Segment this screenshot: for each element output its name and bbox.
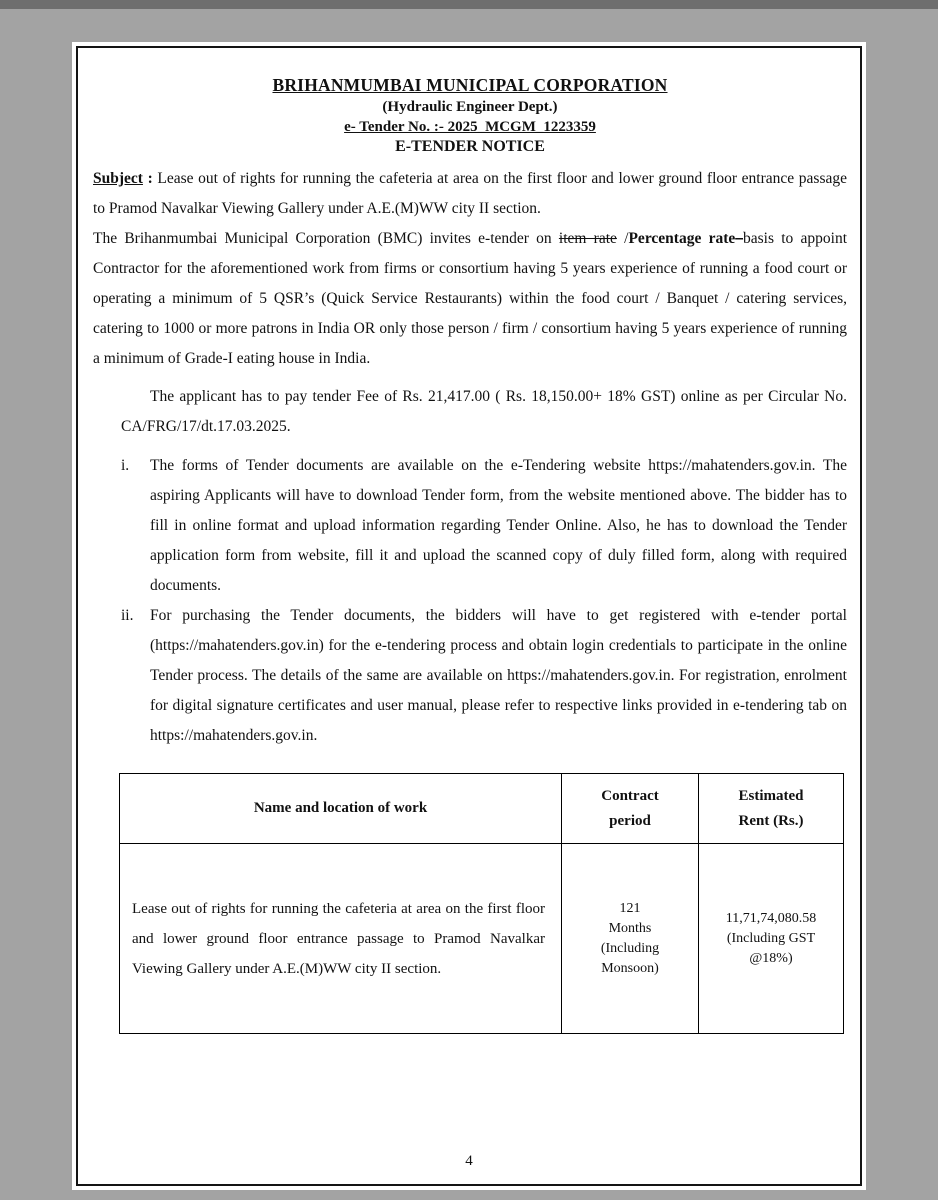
org-title: BRIHANMUMBAI MUNICIPAL CORPORATION <box>272 75 668 95</box>
notice-title: E-TENDER NOTICE <box>395 138 545 155</box>
table-header-row <box>120 774 844 844</box>
intro-strikethrough-dash: – <box>735 230 743 247</box>
intro-paragraph <box>93 224 847 374</box>
fee-paragraph: The applicant has to pay tender Fee of Rs. 21,417.00 ( Rs. 18,150.00+ 18% GST) online as per Circular No. CA/FRG/17/dt.17.03.2025. <box>121 388 847 435</box>
header-contract-period: Contract period <box>562 774 699 844</box>
intro-strikethrough-text: item rate <box>558 230 617 247</box>
tender-list <box>93 451 847 751</box>
subject-text: Lease out of rights for running the cafeteria at area on the first floor and lower ground floor entrance passage to Pramod Navalkar Viewing Gallery under A.E.(M)WW city II section. <box>93 170 847 217</box>
page-number: 4 <box>465 1153 473 1169</box>
subject-colon: : <box>142 170 158 187</box>
header-name-location: Name and location of work <box>120 774 562 844</box>
intro-mid: / <box>616 230 629 247</box>
intro-before: The Brihanmumbai Municipal Corporation (BMC) invites e-tender on <box>93 230 559 247</box>
intro-after: basis to appoint Contractor for the aforementioned work from firms or consortium having 5 years experience of running a food court or operating a minimum of 5 QSR’s (Quick Service Restaurants) within the food court / Banquet / catering services, catering to 1000 or more patrons in India OR only those person / firm / consortium having 5 years experience of running a minimum of Grade-I eating house in India. <box>93 230 848 367</box>
dept-line: (Hydraulic Engineer Dept.) <box>382 99 558 115</box>
list-item <box>93 601 847 751</box>
list-item <box>93 451 847 601</box>
document-page <box>72 42 866 1190</box>
list-item-text: The forms of Tender documents are available on the e-Tendering website https://mahatenders.gov.in. The aspiring Applicants will have to download Tender form, from the website mentioned above. The bidder has to fill in online format and upload information regarding Tender Online. Also, he has to download the Tender application form from website, fill it and upload the scanned copy of duly filled form, along with required documents. <box>150 457 847 594</box>
list-item-text: For purchasing the Tender documents, the bidders will have to get registered with e-tender portal (https://mahatenders.gov.in) for the e-tendering process and obtain login credentials to participate in the online Tender process. The details of the same are available on https://mahatenders.gov.in. For registration, enrolment for digital signature certificates and user manual, please refer to respective links provided in e-tendering tab on https://mahatenders.gov.in. <box>150 607 847 744</box>
intro-bold-text: Percentage rate <box>628 230 736 247</box>
subject-label: Subject <box>93 170 143 187</box>
page-border <box>76 46 862 1186</box>
cell-work-description: Lease out of rights for running the cafeteria at area on the first floor and lower ground floor entrance passage to Pramod Navalkar Viewing Gallery under A.E.(M)WW city II section. <box>120 844 562 1034</box>
work-table <box>119 773 844 1034</box>
viewer-top-bar <box>0 0 938 9</box>
list-item-number: i. <box>121 457 130 474</box>
list-item-number: ii. <box>121 607 134 624</box>
title-block <box>93 74 847 157</box>
cell-contract-period: 121 Months (Including Monsoon) <box>562 844 699 1034</box>
cell-estimated-rent: 11,71,74,080.58 (Including GST @18%) <box>699 844 844 1034</box>
table-row <box>120 844 844 1034</box>
subject-paragraph <box>93 164 847 224</box>
tender-number: e- Tender No. :- 2025_MCGM_1223359 <box>344 119 596 135</box>
header-estimated-rent: Estimated Rent (Rs.) <box>699 774 844 844</box>
